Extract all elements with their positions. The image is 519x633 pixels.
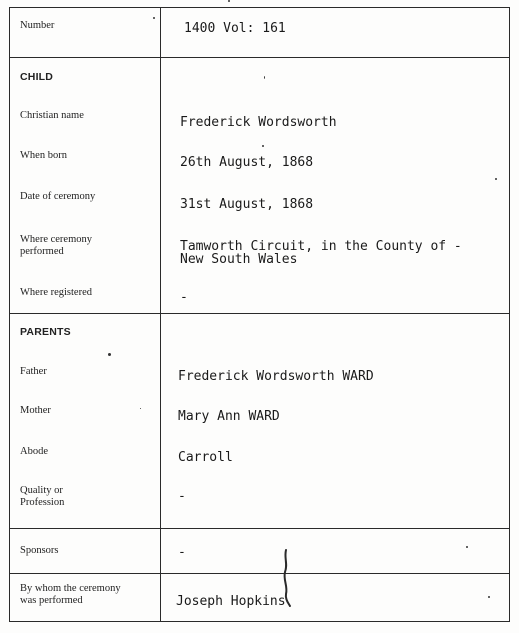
abode-label: Abode	[20, 446, 48, 457]
where-performed-value: Tamworth Circuit, in the County of - New South Wales	[180, 239, 462, 267]
handwritten-mark	[278, 548, 298, 608]
scan-speck	[228, 0, 230, 2]
abode-value: Carroll	[178, 450, 233, 465]
christian-name-value: Frederick Wordsworth	[180, 115, 337, 130]
quality-value: -	[178, 489, 186, 504]
sponsors-label: Sponsors	[20, 545, 59, 556]
scan-speck	[488, 596, 490, 598]
scan-speck	[108, 353, 111, 356]
father-label: Father	[20, 366, 47, 377]
quality-label: Quality or Profession	[20, 485, 65, 508]
date-of-ceremony-value: 31st August, 1868	[180, 197, 314, 212]
when-born-value: 26th August, 1868	[180, 155, 314, 170]
parents-heading: PARENTS	[20, 326, 71, 338]
when-born-label: When born	[20, 150, 67, 161]
scan-speck	[153, 17, 155, 19]
scan-speck	[264, 76, 265, 79]
performed-by-value: Joseph Hopkins	[176, 594, 286, 609]
number-value: 1400 Vol: 161	[184, 21, 286, 36]
performed-by-label: By whom the ceremony was performed	[20, 583, 121, 606]
mother-value: Mary Ann WARD	[178, 409, 280, 424]
christian-name-label: Christian name	[20, 110, 84, 121]
mother-label: Mother	[20, 405, 51, 416]
divider-after-child	[9, 313, 510, 314]
scan-speck	[495, 178, 497, 180]
child-heading: CHILD	[20, 71, 54, 83]
number-label: Number	[20, 20, 55, 31]
sponsors-value: -	[178, 545, 186, 560]
divider-after-parents	[9, 528, 510, 529]
scan-speck	[140, 408, 141, 409]
column-divider	[160, 8, 161, 622]
scan-speck	[262, 145, 264, 147]
divider-after-number	[9, 57, 510, 58]
scan-speck	[466, 546, 468, 548]
father-value: Frederick Wordsworth WARD	[178, 369, 374, 384]
where-performed-label: Where ceremony performed	[20, 234, 92, 257]
divider-after-sponsors	[9, 573, 510, 574]
table-top-border	[9, 7, 510, 8]
table-bottom-border	[9, 621, 510, 622]
date-of-ceremony-label: Date of ceremony	[20, 191, 96, 202]
table-left-border	[9, 8, 10, 622]
where-registered-label: Where registered	[20, 287, 92, 298]
where-registered-value: -	[180, 290, 188, 305]
